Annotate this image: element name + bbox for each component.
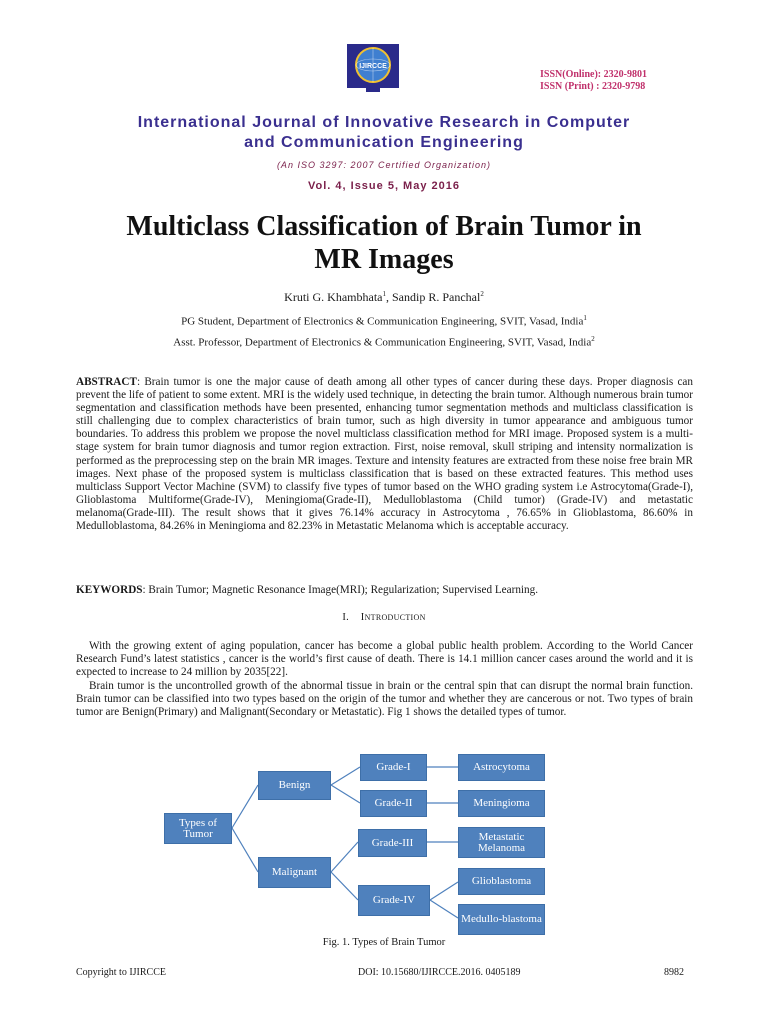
- intro-paragraph-2: Brain tumor is the uncontrolled growth of the abnormal tissue in brain or the central spin that can disrupt the normal brain function. Brain tumor can be classified into two types based on the origin of the tumor and whether they are cancerous or not. Two types of brain tumor are Benign(Primary) and Malignant(Secondary or Metastatic). Fig 1 shows the detailed types of tumor.: [76, 680, 693, 719]
- section-number: I.: [342, 612, 350, 623]
- affiliation-1: [60, 314, 708, 328]
- affiliation-2: [60, 335, 708, 349]
- abstract-label: ABSTRACT: [76, 376, 137, 388]
- svg-text:IJIRCCE: IJIRCCE: [359, 63, 387, 70]
- diagram-node-glioblastoma: Glioblastoma: [458, 868, 545, 895]
- diagram-node-grade-2: Grade-II: [360, 790, 427, 817]
- figure-caption: Fig. 1. Types of Brain Tumor: [322, 937, 446, 948]
- author-1: Kruti G. Khambhata: [284, 290, 383, 304]
- journal-title-line1: International Journal of Innovative Research in Computer: [137, 114, 631, 131]
- diagram-node-medulloblastoma: Medullo-blastoma: [458, 904, 545, 935]
- diagram-node-grade-3: Grade-III: [358, 829, 427, 857]
- paper-title-line2: MR Images: [314, 244, 454, 275]
- diagram-node-malignant: Malignant: [258, 857, 331, 888]
- author-2-sup: 2: [480, 290, 484, 298]
- issn-online: ISSN(Online): 2320-9801: [540, 69, 647, 80]
- paper-title-line1: Multiclass Classification of Brain Tumor in: [126, 211, 642, 242]
- author-separator: ,: [385, 290, 392, 304]
- diagram-node-grade-1: Grade-I: [360, 754, 427, 781]
- abstract: [76, 376, 693, 533]
- section-title-first: I: [360, 612, 365, 623]
- journal-title: [60, 113, 708, 153]
- diagram-node-types-of-tumor: Types of Tumor: [164, 813, 232, 844]
- diagram-node-benign: Benign: [258, 771, 331, 800]
- author-2: Sandip R. Panchal: [391, 290, 481, 304]
- diagram-node-metastatic-melanoma: Metastatic Melanoma: [458, 827, 545, 858]
- intro-paragraph-1: With the growing extent of aging population, cancer has become a global public health problem. According to the World Cancer Research Fund’s latest statistics , cancer is the world’s first cause of death. There is 14.1 million cancer cases around the world and it is expected to increase to 24 million by 2035[22].: [76, 640, 693, 679]
- journal-logo: [346, 43, 400, 93]
- iso-certification: (An ISO 3297: 2007 Certified Organization): [276, 160, 492, 170]
- keywords-text: : Brain Tumor; Magnetic Resonance Image(MRI); Regularization; Supervised Learning.: [142, 584, 539, 596]
- section-heading-introduction: [60, 612, 708, 623]
- issn-block: [540, 69, 720, 93]
- journal-title-line2: and Communication Engineering: [244, 134, 524, 151]
- footer-doi: DOI: 10.15680/IJIRCCE.2016. 0405189: [358, 967, 521, 978]
- footer-copyright: Copyright to IJIRCCE: [76, 967, 167, 978]
- abstract-text: : Brain tumor is one the major cause of death among all other types of cancer during these days. Proper diagnosis can prevent the life of patient to some extent. MRI is the widely used technique, in detecting the brain tumor. Although numerous brain tumor segmentation and classification methods have been presented, enhancing tumor segmentation methods and multiclass classification is still challenging due to complex characteristics of brain tumor, such as high diversity in tumor appearance and ambiguous tumor boundaries. To address this problem we propose the novel multiclass classification method for MRI image. Proposed system is a multi-stage system for brain tumor diagnosis and tumor region extraction. First, noise removal, skull striping and intensity normalization is performed as the preprocessing step on the brain MR images. Texture and intensity features are extracted from these noise free brain MR images. Next phase of the proposed system is multiclass classification that is based on these extracted features. This method uses multiclass Support Vector Machine (SVM) to classify five types of tumor based on the WHO grading system i.e Astrocytoma(Grade-I), Glioblastoma Multiforme(Grade-IV), Meningioma(Grade-II), Medulloblastoma (Child tumor) (Grade-IV) and metastatic melanoma(Grade-III). The result shows that it gives 76.14% accuracy in Astrocytoma , 76.65% in Glioblastoma, 86.60% in Medulloblastoma, 84.26% in Meningioma and 82.23% in Metastatic Melanoma which is acceptable accuracy.: [76, 376, 693, 533]
- keywords: [76, 584, 693, 597]
- diagram-node-astrocytoma: Astrocytoma: [458, 754, 545, 781]
- footer-page-number: 8982: [664, 967, 684, 978]
- paper-title: [60, 210, 708, 276]
- affiliation-2-text: Asst. Professor, Department of Electronics & Communication Engineering, SVIT, Vasad, India: [173, 336, 592, 349]
- affiliation-1-sup: 1: [583, 314, 587, 322]
- diagram-node-grade-4: Grade-IV: [358, 885, 430, 916]
- keywords-label: KEYWORDS: [76, 584, 143, 596]
- affiliation-2-sup: 2: [591, 335, 595, 343]
- authors: [60, 290, 708, 305]
- issn-print: ISSN (Print) : 2320-9798: [540, 81, 646, 92]
- diagram-node-meningioma: Meningioma: [458, 790, 545, 817]
- affiliation-1-text: PG Student, Department of Electronics & Communication Engineering, SVIT, Vasad, India: [181, 315, 584, 328]
- volume-issue: Vol. 4, Issue 5, May 2016: [308, 180, 460, 192]
- section-title-rest: NTRODUCTION: [364, 613, 426, 622]
- author-1-sup: 1: [382, 290, 386, 298]
